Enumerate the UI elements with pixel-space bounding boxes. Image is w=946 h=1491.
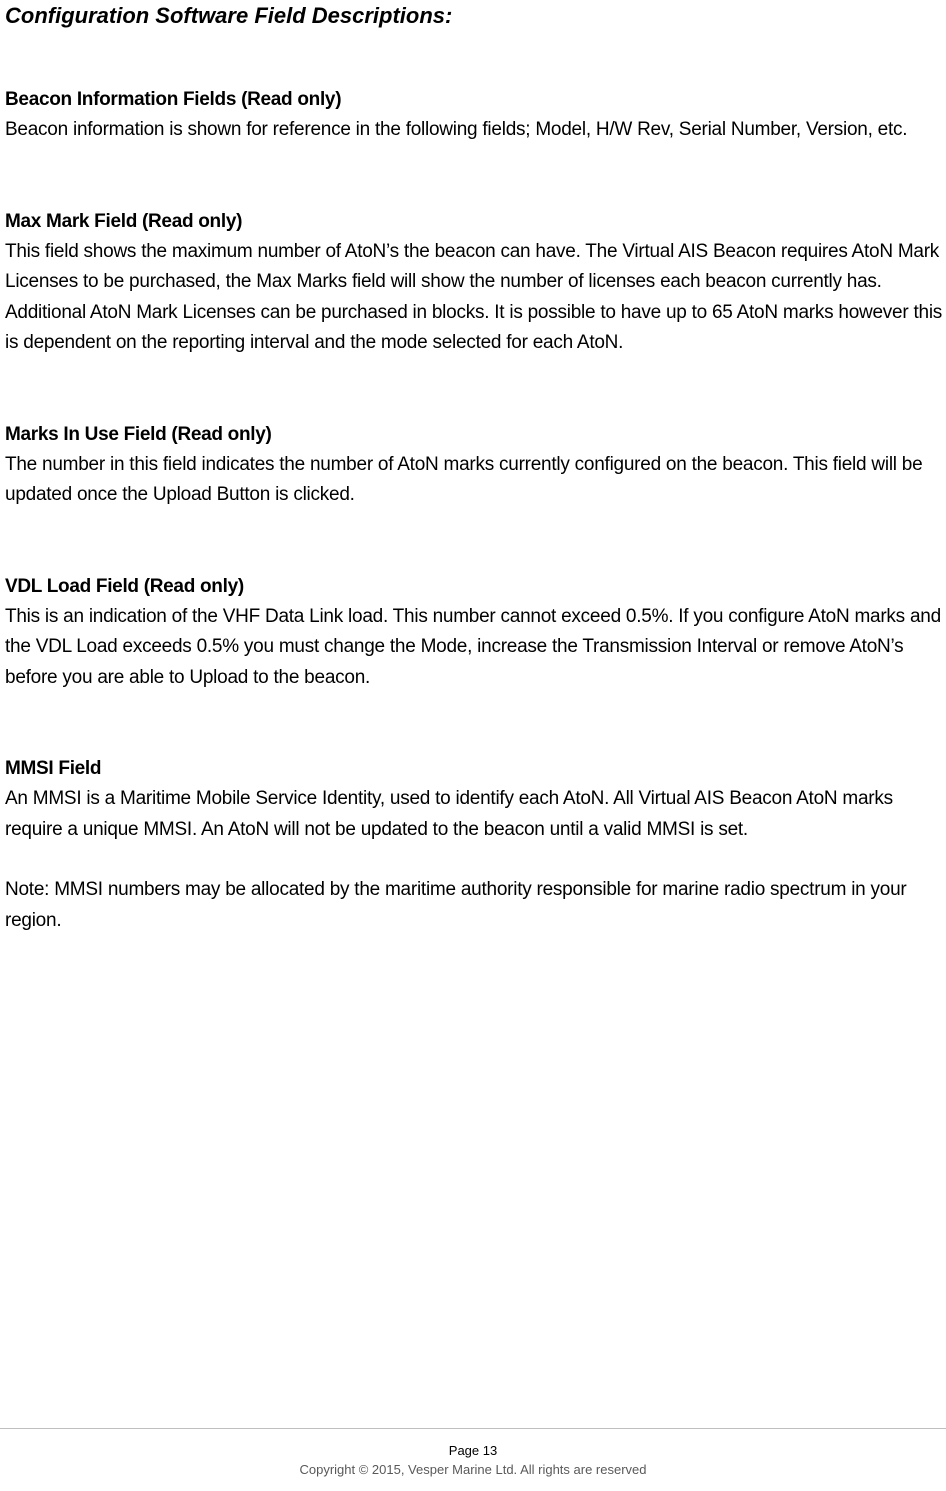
- section-heading: Beacon Information Fields (Read only): [5, 89, 342, 110]
- section-paragraph: The number in this field indicates the number of AtoN marks currently configured on the beacon. This field will be updated once the Upload Button is clicked.: [5, 453, 923, 505]
- section-spacer: [5, 146, 943, 207]
- section-heading: MMSI Field: [5, 758, 102, 779]
- footer-page-number: Page 13: [448, 1443, 498, 1458]
- page-title: Configuration Software Field Descriptions:: [5, 3, 453, 28]
- section-beacon-information: [5, 85, 943, 146]
- paragraph-spacer: [5, 845, 943, 875]
- note-paragraph: Note: MMSI numbers may be allocated by the maritime authority responsible for marine radio spectrum in your region.: [5, 879, 907, 931]
- section-marks-in-use: [5, 420, 943, 511]
- section-spacer: [5, 511, 943, 572]
- section-vdl-load: [5, 572, 943, 694]
- section-spacer: [5, 693, 943, 754]
- section-heading: Marks In Use Field (Read only): [5, 423, 272, 445]
- section-paragraph: This field shows the maximum number of AtoN’s the beacon can have. The Virtual AIS Beacon requires AtoN Mark Licenses to be purchased, the Max Marks field will show the number of licenses each beacon currently has. Additional AtoN Mark Licenses can be purchased in blocks. It is possible to have up to 65 AtoN marks however this is dependent on the reporting interval and the mode selected for each AtoN.: [5, 240, 943, 353]
- section-heading: Max Mark Field (Read only): [5, 210, 243, 232]
- section-heading: VDL Load Field (Read only): [5, 575, 244, 597]
- section-paragraph: An MMSI is a Maritime Mobile Service Identity, used to identify each AtoN. All Virtual AIS Beacon AtoN marks require a unique MMSI. An AtoN will not be updated to the beacon until a valid MMSI is set.: [5, 788, 893, 840]
- footer-divider: [0, 1428, 946, 1429]
- section-max-mark: [5, 207, 943, 359]
- section-mmsi: [5, 754, 943, 936]
- footer-copyright: Copyright © 2015, Vesper Marine Ltd. All rights are reserved: [299, 1462, 647, 1477]
- section-paragraph: This is an indication of the VHF Data Link load. This number cannot exceed 0.5%. If you configure AtoN marks and the VDL Load exceeds 0.5% you must change the Mode, increase the Transmission Interval or remove AtoN’s before you are able to Upload to the beacon.: [5, 605, 941, 688]
- document-body: [5, 85, 943, 936]
- section-paragraph: Beacon information is shown for reference in the following fields; Model, H/W Rev, Serial Number, Version, etc.: [5, 119, 908, 140]
- section-spacer: [5, 359, 943, 420]
